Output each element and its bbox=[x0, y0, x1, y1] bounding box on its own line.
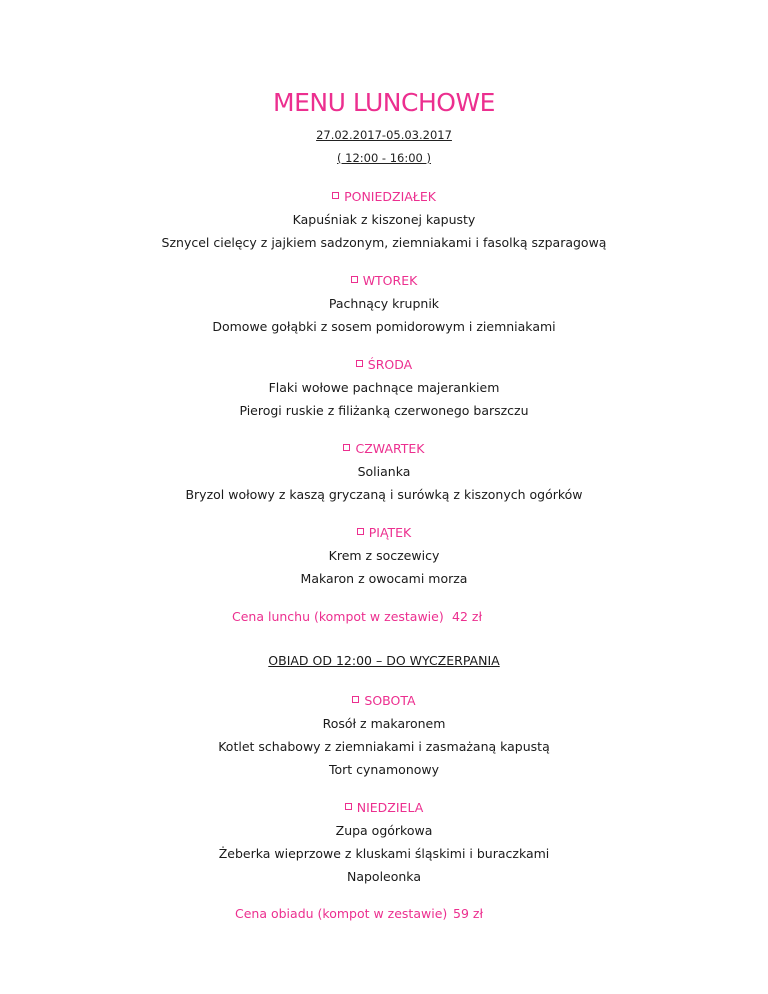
dish: Domowe gołąbki z sosem pomidorowym i ziemniakami bbox=[212, 319, 556, 334]
dish: Pierogi ruskie z filiżanką czerwonego barszczu bbox=[239, 403, 529, 418]
bullet-icon bbox=[352, 696, 359, 703]
bullet-icon bbox=[356, 360, 363, 367]
obiad-price-amount: 59 zł bbox=[453, 906, 483, 921]
dish: Kapuśniak z kiszonej kapusty bbox=[292, 212, 476, 227]
date-range: 27.02.2017-05.03.2017 bbox=[316, 128, 452, 142]
bullet-icon bbox=[332, 192, 339, 199]
day-heading-wednesday: ŚRODA bbox=[0, 357, 768, 372]
dish: Rosół z makaronem bbox=[322, 716, 446, 731]
bullet-icon bbox=[351, 276, 358, 283]
dish: Zupa ogórkowa bbox=[335, 823, 433, 838]
obiad-heading: OBIAD OD 12:00 – DO WYCZERPANIA bbox=[268, 653, 500, 668]
day-heading-thursday: CZWARTEK bbox=[0, 441, 768, 456]
dish: Żeberka wieprzowe z kluskami śląskimi i buraczkami bbox=[218, 846, 550, 861]
dish: Sznycel cielęcy z jajkiem sadzonym, ziemniakami i fasolką szparagową bbox=[161, 235, 607, 250]
dish: Krem z soczewicy bbox=[328, 548, 440, 563]
dish: Makaron z owocami morza bbox=[300, 571, 468, 586]
day-heading-saturday: SOBOTA bbox=[0, 693, 768, 708]
lunch-price-label: Cena lunchu (kompot w zestawie) bbox=[232, 609, 444, 624]
bullet-icon bbox=[357, 528, 364, 535]
dish: Flaki wołowe pachnące majerankiem bbox=[268, 380, 500, 395]
dish: Tort cynamonowy bbox=[328, 762, 440, 777]
hours: ( 12:00 - 16:00 ) bbox=[336, 151, 432, 165]
dish: Solianka bbox=[357, 464, 411, 479]
dish: Napoleonka bbox=[346, 869, 421, 884]
day-heading-monday: PONIEDZIAŁEK bbox=[0, 189, 768, 204]
bullet-icon bbox=[343, 444, 350, 451]
bullet-icon bbox=[345, 803, 352, 810]
page-title: MENU LUNCHOWE bbox=[273, 88, 495, 117]
lunch-price-amount: 42 zł bbox=[452, 609, 482, 624]
dish: Pachnący krupnik bbox=[328, 296, 440, 311]
dish: Kotlet schabowy z ziemniakami i zasmażaną kapustą bbox=[218, 739, 550, 754]
lunch-price-row bbox=[232, 609, 444, 624]
day-heading-sunday: NIEDZIELA bbox=[0, 800, 768, 815]
day-heading-friday: PIĄTEK bbox=[0, 525, 768, 540]
day-heading-tuesday: WTOREK bbox=[0, 273, 768, 288]
dish: Bryzol wołowy z kaszą gryczaną i surówką z kiszonych ogórków bbox=[185, 487, 583, 502]
obiad-price-label: Cena obiadu (kompot w zestawie) bbox=[235, 906, 448, 921]
